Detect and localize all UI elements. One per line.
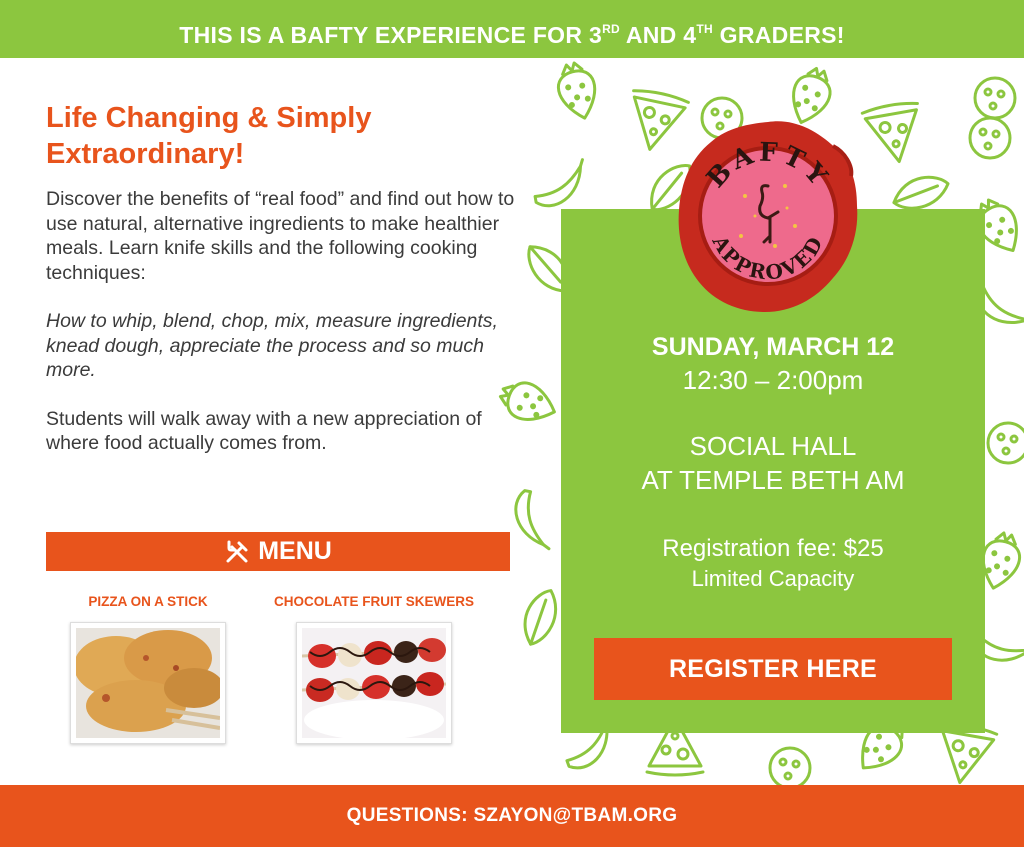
banner-sup-th: TH — [696, 22, 713, 36]
capacity-note: Limited Capacity — [691, 566, 855, 591]
banner-text-2: AND 4 — [620, 22, 697, 48]
paragraph-techniques: How to whip, blend, chop, mix, measure ingredients, knead dough, appreciate the process and so much more. — [46, 310, 498, 381]
seal-text-top: BAFTY — [701, 137, 836, 194]
paragraph-benefits: Discover the benefits of “real food” and find out how to use natural, alternative ingredients to make healthier meals. Learn knife skills and the following cooking techniques: — [46, 188, 515, 284]
registration-fee: Registration fee: $25 — [662, 535, 884, 562]
chocolate-fruit-skewers-photo — [296, 622, 452, 744]
menu-title: MENU — [258, 537, 332, 565]
menu-item-caption: PIZZA ON A STICK — [88, 594, 208, 609]
banner-text-1: THIS IS A BAFTY EXPERIENCE FOR 3 — [179, 22, 603, 48]
pizza-on-a-stick-photo — [70, 622, 226, 744]
register-button[interactable]: REGISTER HERE — [594, 638, 952, 700]
menu-item-pizza — [66, 594, 230, 744]
banner-text-3: GRADERS! — [712, 22, 845, 48]
paragraph-outcome: Students will walk away with a new appreciation of where food actually comes from. — [46, 407, 482, 454]
headline: Life Changing & Simply Extraordinary! — [46, 102, 372, 170]
description — [46, 187, 516, 480]
event-venue-line2: AT TEMPLE BETH AM — [641, 465, 905, 495]
seal-text-bottom: APPROVED — [707, 231, 829, 285]
menu-item-caption: CHOCOLATE FRUIT SKEWERS — [274, 594, 474, 609]
event-date: SUNDAY, MARCH 12 — [651, 333, 895, 361]
event-time: 12:30 – 2:00pm — [682, 365, 864, 395]
banner-sup-rd: RD — [602, 22, 621, 36]
contact-footer — [0, 785, 1024, 847]
contact-email[interactable]: QUESTIONS: SZAYON@TBAM.ORG — [346, 805, 678, 826]
top-banner — [0, 0, 1024, 58]
menu-item-fruit-skewers — [258, 594, 490, 744]
menu-header — [46, 532, 510, 571]
event-venue-line1: SOCIAL HALL — [689, 431, 857, 461]
utensils-icon — [224, 539, 250, 565]
bafty-approved-seal — [675, 116, 861, 316]
